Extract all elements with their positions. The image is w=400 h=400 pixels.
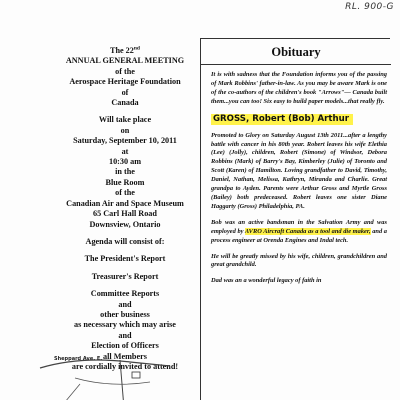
reference-code: RL. 900-G [345,2,394,12]
notice-spacer [38,230,212,237]
notice-line: Blue Room [105,177,145,187]
notice-line: 65 Carl Hall Road [93,209,157,219]
obituary-title: Obituary [201,39,391,65]
notice-lines [38,56,212,372]
notice-ordinal: The 22 [109,46,134,55]
notice-line: and [118,299,132,309]
notice-line: and [118,330,132,340]
notice-line: Will take place [98,115,152,125]
map-street-label: Sheppard Ave. E. [54,356,103,362]
notice-line: of [121,87,129,97]
notice-line: Canada [111,98,139,108]
notice-spacer [38,282,212,289]
obituary-box [200,38,390,400]
location-map [20,348,220,400]
notice-line: of the [115,188,135,198]
notice-line: Saturday, September 10, 2011 [73,136,177,146]
notice-line: are cordially invited to attend! [71,361,179,371]
notice-spacer [38,265,212,272]
notice-line: Aerospace Heritage Foundation [69,77,181,87]
notice-line: The President's Report [84,254,166,264]
notice-line: in the [115,167,135,177]
notice-spacer [38,108,212,115]
notice-spacer [38,247,212,254]
obituary-paragraph-4: Dad was an a wonderful legacy of faith in [211,277,322,285]
notice-line: Committee Reports [90,289,160,299]
obituary-body [211,71,387,293]
notice-ordinal-suffix: nd [133,45,140,52]
notice-line: of the [115,66,135,76]
notice-line: at [121,146,129,156]
notice-ordinal-line [38,46,212,56]
notice-line: Election of Officers [91,341,159,351]
notice-line: Agenda will consist of: [85,236,165,246]
notice-line: Treasurer's Report [91,271,159,281]
agm-notice [38,46,212,372]
notice-line: other business [100,309,150,319]
deceased-name: GROSS, Robert (Bob) Arthur [211,114,353,125]
notice-line: as necessary which may arise [74,320,176,330]
obituary-paragraph-3: He will be greatly missed by his wife, children, grandchildren and great grandchild. [211,252,387,269]
para2-highlight: AVRO Aircraft Canada as a tool and die maker, [244,227,371,235]
notice-line: 10:30 am [108,157,142,167]
notice-line: on [120,125,130,135]
notice-line: Downsview, Ontario [89,219,161,229]
obituary-intro: It is with sadness that the Foundation informs you of the passing of Mark Robbins' father-in-law. As you may be aware Mark is one of the co-authors of the children's book "Arrows"— Canada built them...you can too! Six easy to build paper models...that really fly. [211,71,387,105]
para2-after: and a process engineer at Orenda Engines and Indal tech. [211,227,387,244]
obituary-paragraph-2 [211,219,387,246]
obituary-paragraph-1: Promoted to Glory on Saturday August 13th 2011...after a lengthy battle with cancer in his 80th year. Robert leaves his wife Elethia (Lee) (Jolly), children, Robert (Simone) of Windsor, Debora Robbins (Mark) of Barry's Bay, Kimberley (Julie) of Toronto and Scott (Karen) of Hamilton. Loving grandfather to David, Timothy, Daniel, Nathan, Melissa, Kathryn, Miranda and Charlie. Great grandpa to Ayden. Parents were Arthur Gross and Myrtle Gross (Bailey) both predeceased. Robert leaves one sister Diane Haggarty (Gross) Philadelphia, PA. [211,131,387,210]
notice-line: all Members [103,351,147,361]
notice-line: Canadian Air and Space Museum [66,198,184,208]
para2-before: Bob was an active bandsman in the Salvation Army and was employed by [211,218,387,235]
notice-line: ANNUAL GENERAL MEETING [65,56,185,66]
